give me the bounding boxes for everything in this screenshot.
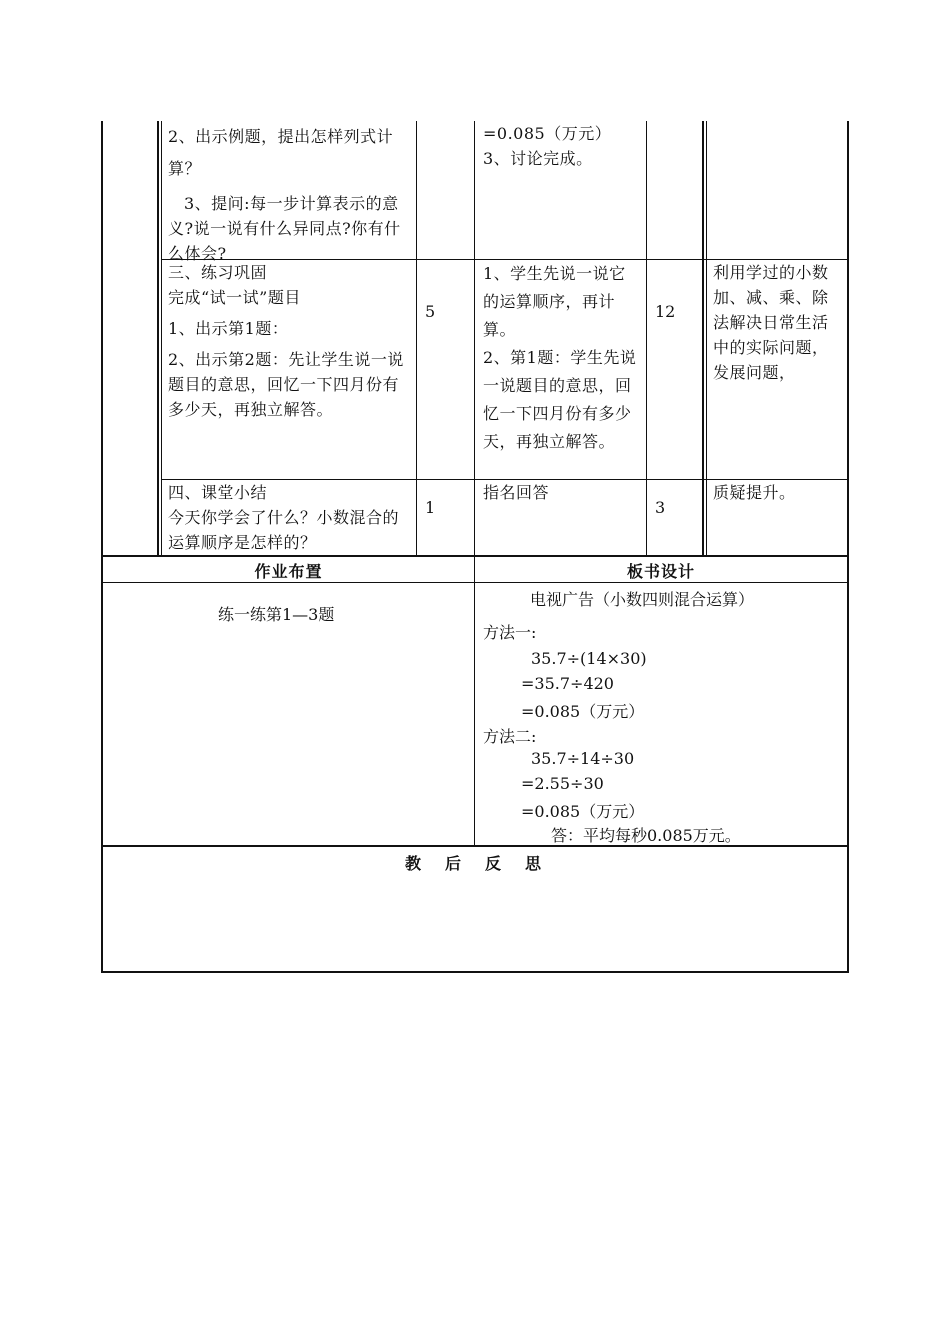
homework-header: 作业布置: [254, 562, 323, 581]
row2-teacher-cell: [168, 260, 410, 422]
board-method2-line2: =2.55÷30: [521, 774, 604, 793]
board-title: 电视广告（小数四则混合运算）: [530, 590, 755, 609]
board-method2-label: 方法二:: [483, 727, 537, 746]
row1-student-text-2: 3、讨论完成。: [483, 149, 593, 168]
row3-intent-text: 质疑提升。: [713, 483, 796, 502]
row3-teacher-minutes: 1: [425, 498, 436, 517]
homework-content: 练一练第1—3题: [218, 605, 335, 624]
board-method1-line3: =0.085（万元）: [521, 702, 645, 721]
row2-teacher-text-2: 完成“试一试”题目: [168, 288, 301, 307]
board-answer: 答：平均每秒0.085万元。: [551, 826, 741, 845]
row2-student-text-2: 2、第1题：学生先说一说题目的意思，回忆一下四月份有多少天，再独立解答。: [483, 348, 637, 451]
row3-teacher-text-1: 四、课堂小结: [168, 483, 268, 502]
row3-teacher-text-2: 今天你学会了什么？小数混合的运算顺序是怎样的？: [168, 508, 400, 552]
row2-teacher-text-3: 1、出示第1题：: [168, 319, 289, 338]
board-method1-label: 方法一:: [483, 623, 537, 642]
row3-student-cell: [483, 480, 641, 505]
board-header: 板书设计: [626, 562, 695, 581]
row3-teacher-cell: [168, 480, 410, 555]
reflection-header: 教 后 反 思: [404, 854, 545, 873]
row1-student-cell: [483, 121, 641, 171]
row2-student-minutes: 12: [655, 302, 676, 321]
board-method2-line1: 35.7÷14÷30: [531, 749, 635, 768]
row1-teacher-text-2: 3、提问:每一步计算表示的意义?说一说有什么异同点?你有什么体会?: [168, 194, 401, 263]
row1-student-text-1: =0.085（万元）: [483, 124, 612, 143]
row2-teacher-text-1: 三、练习巩固: [168, 263, 268, 282]
row3-student-text: 指名回答: [483, 483, 550, 502]
row2-intent-text: 利用学过的小数加、减、乘、除法解决日常生活中的实际问题，发展问题，: [713, 263, 829, 382]
board-method1-line1: 35.7÷(14×30): [531, 649, 647, 668]
row1-teacher-cell: [168, 121, 410, 266]
row3-intent-cell: [713, 480, 843, 505]
row2-student-text-1: 1、学生先说一说它的运算顺序，再计算。: [483, 264, 626, 339]
row3-student-minutes: 3: [655, 498, 666, 517]
board-method2-line3: =0.085（万元）: [521, 802, 645, 821]
row2-intent-cell: [713, 260, 843, 385]
row2-teacher-minutes: 5: [425, 302, 436, 321]
board-method1-line2: =35.7÷420: [521, 674, 614, 693]
row1-teacher-text-1: 2、出示例题，提出怎样列式计算？: [168, 127, 394, 178]
row2-teacher-text-4: 2、出示第2题：先让学生说一说题目的意思，回忆一下四月份有多少天，再独立解答。: [168, 350, 404, 419]
row2-student-cell: [483, 260, 641, 456]
